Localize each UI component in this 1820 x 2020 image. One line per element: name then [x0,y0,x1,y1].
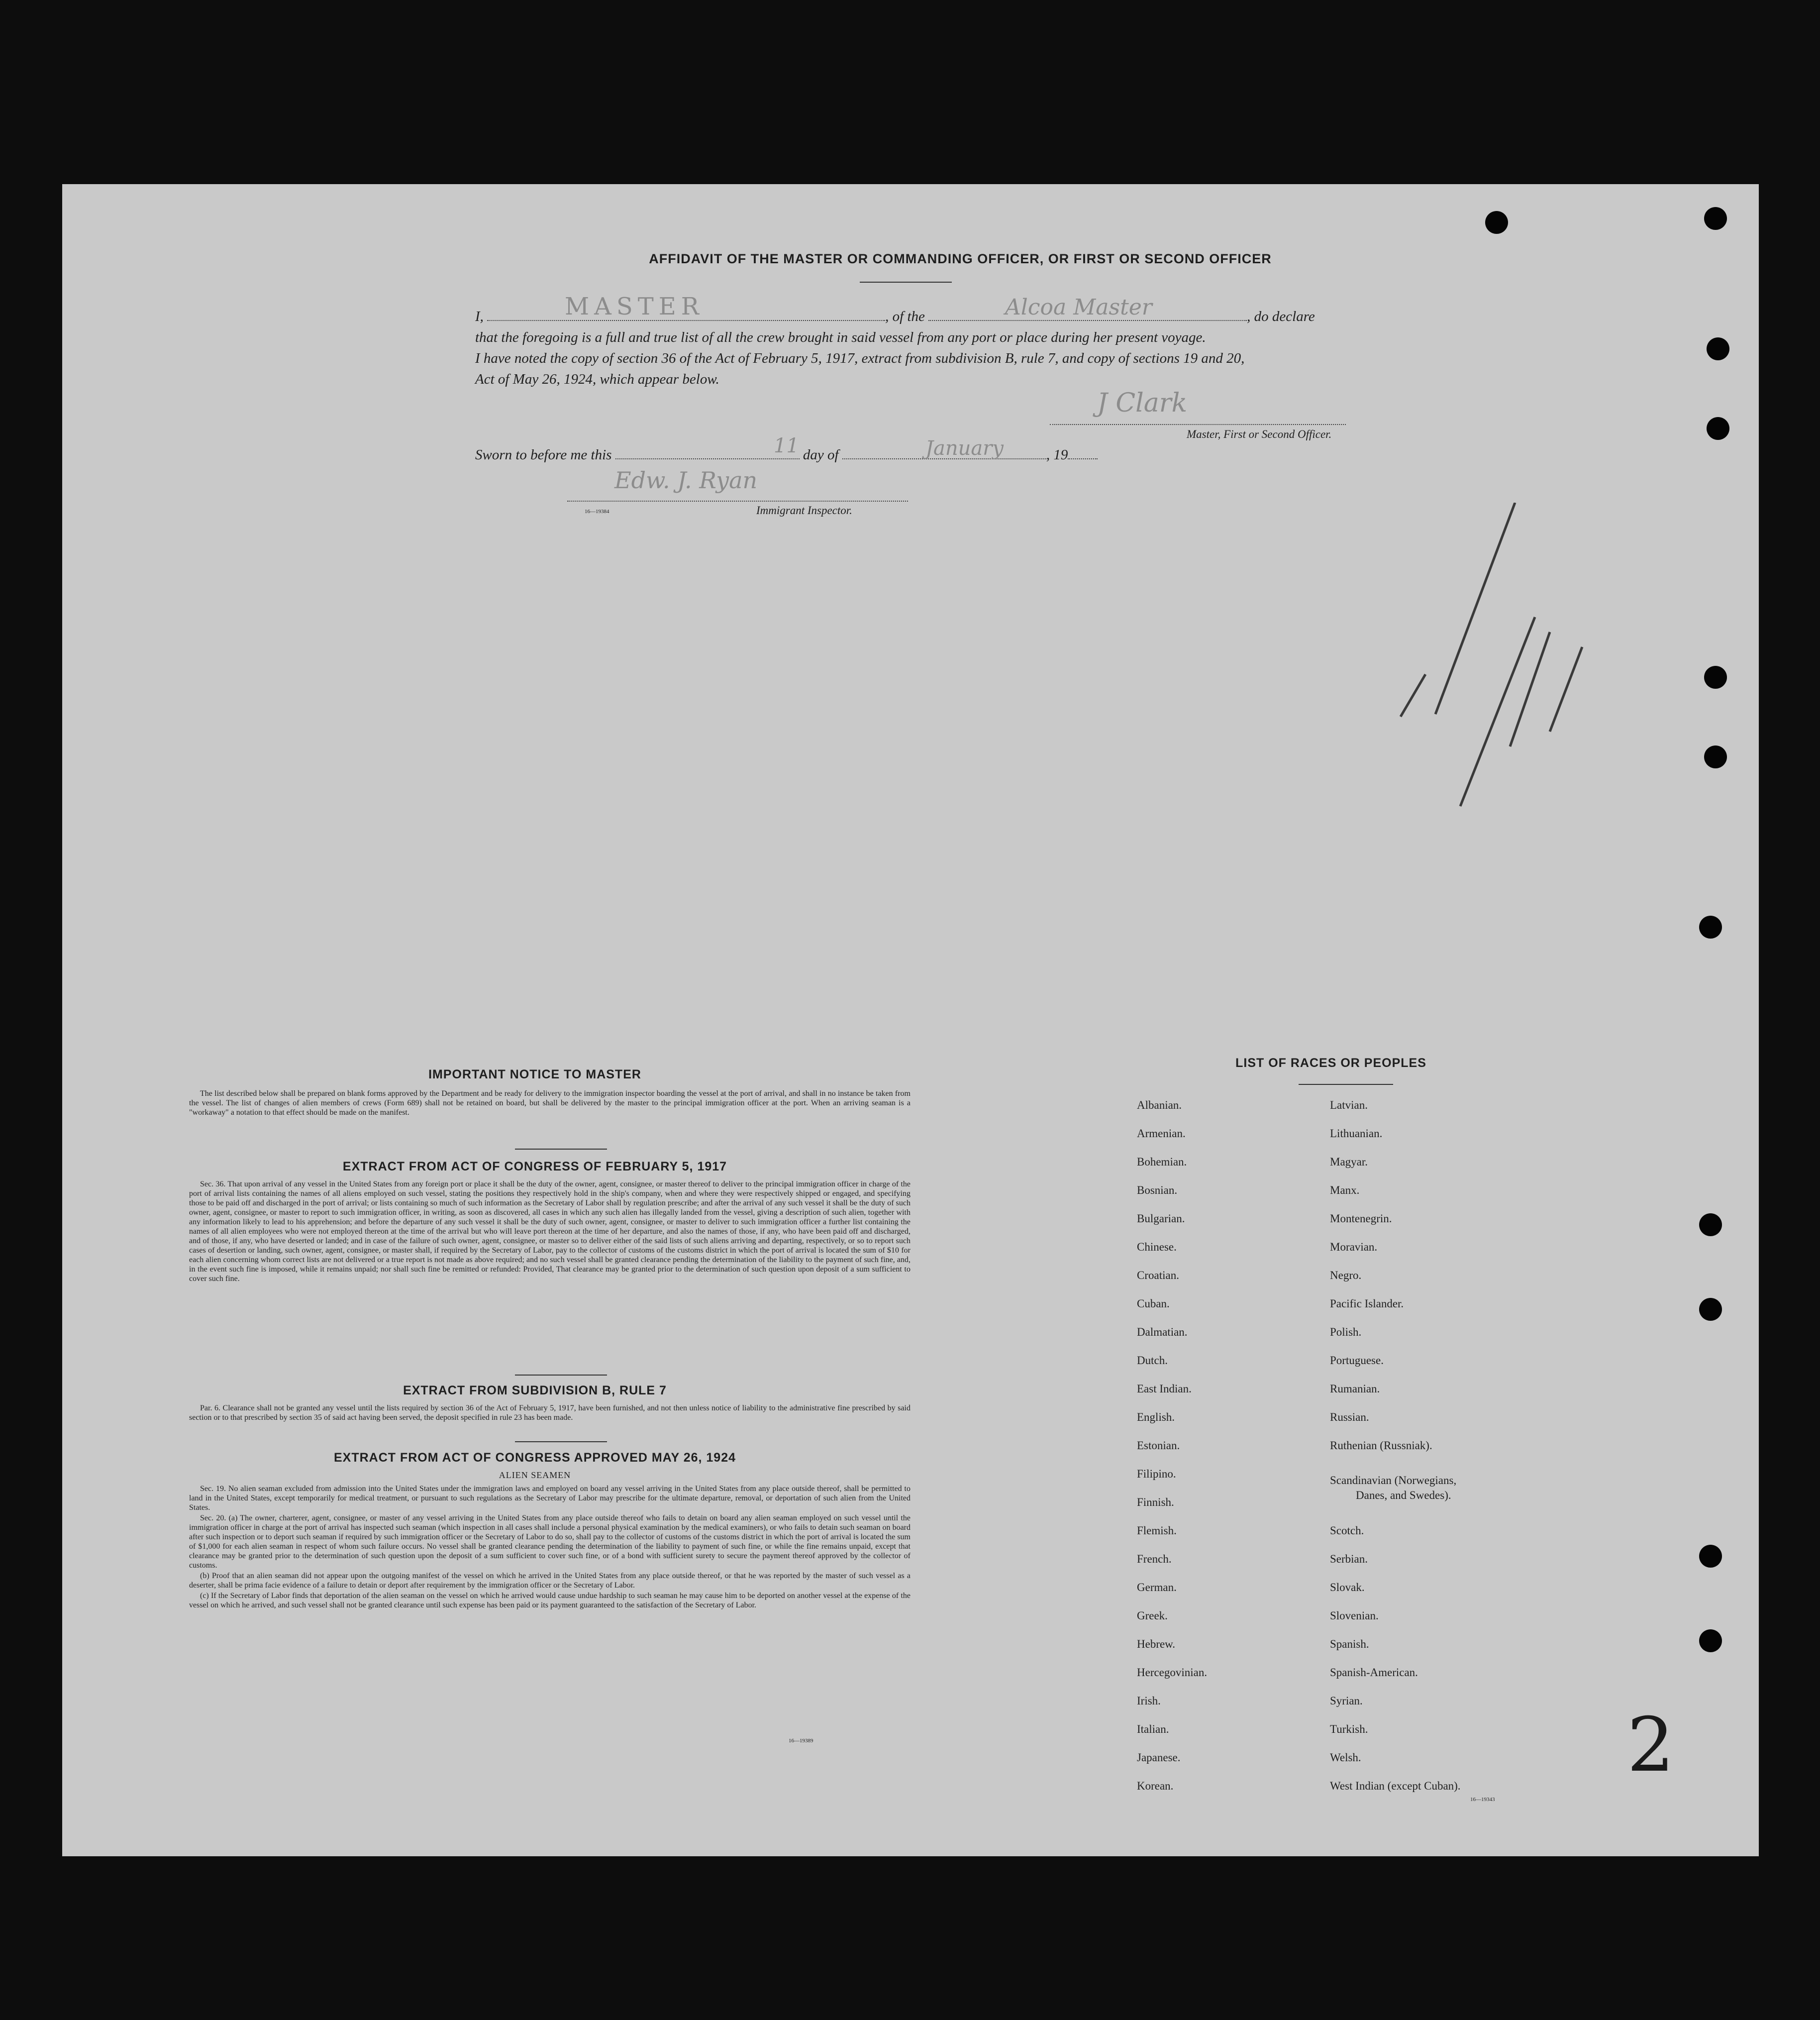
race-item: West Indian (except Cuban). [1330,1780,1461,1792]
race-item: Filipino. [1137,1468,1176,1480]
race-item: Spanish-American. [1330,1666,1418,1679]
tally-marks [1341,503,1689,821]
alien-seamen-subtitle: ALIEN SEAMEN [499,1470,571,1480]
punch-hole [1699,1629,1722,1652]
punch-hole [1485,211,1508,234]
race-item: Polish. [1330,1326,1362,1338]
race-item: Negro. [1330,1269,1362,1281]
race-item: East Indian. [1137,1382,1192,1395]
rule7-divider [515,1441,607,1442]
race-item: Dutch. [1137,1354,1168,1367]
race-item: Bulgarian. [1137,1212,1185,1225]
race-item: Albanian. [1137,1099,1182,1111]
race-item: Lithuanian. [1330,1127,1383,1140]
affidavit-title: AFFIDAVIT OF THE MASTER OR COMMANDING OFFICER, OR FIRST OR SECOND OFFICER [649,251,1272,266]
race-item: Croatian. [1137,1269,1179,1281]
race-item: Flemish. [1137,1524,1177,1537]
inspector-signature-line [567,501,908,502]
race-item: Ruthenian (Russniak). [1330,1439,1432,1452]
races-title: LIST OF RACES OR PEOPLES [1235,1056,1426,1070]
race-item: Danes, and Swedes). [1356,1489,1451,1501]
race-item: Syrian. [1330,1695,1363,1707]
handwritten-page-mark: 2 [1627,1702,1675,1789]
notice-divider [515,1149,607,1150]
extract-1917-text: Sec. 36. That upon arrival of any vessel in the United States from any foreign port or place it shall be the duty of the owner, agent, consignee, or master thereof to deliver to the principal immigration officer in charge of the port of arrival lists containing the names of all aliens employed on such vessel, stating the positions they respectively hold in the ship's company, when and where they were respectively shipped or engaged, and specifying those to be paid off and discharged in the port of arrival; or lists containing so much of such information as the Secretary of Labor shall by regulation prescribe; and after the arrival of any such vessel it shall be the duty of such owner, agent, consignee, or master to report to such immigration officer, in writing, as soon as discovered, all cases in which any such alien has illegally landed from the vessel, giving a description of such alien, together with any information likely to lead to his apprehension; and before the departure of any such vessel it shall be the duty of such owner, agent, consignee, or master to deliver to such immigration officer a further list containing the names of all alien employees who were not employed thereon at the time of the arrival but who will leave port thereon at the time of her departure, and also the names of those, if any, who have been paid off and discharged, and of those, if any, who have deserted or landed; and in case of the failure of such owner, agent, consignee, or master so to deliver either of the said lists of such aliens arriving and departing, respectively, or so to report such cases of desertion or landing, such owner, agent, consignee, or master shall, if required by the Secretary of Labor, pay to the collector of customs of the customs district in which the port of arrival is located the sum of $10 for each alien concerning whom correct lists are not delivered or a true report is not made as above required; and no such vessel shall be granted clearance pending the determination of the liability to the payment of such fine, and, in the event such fine is imposed, while it remains unpaid; nor shall such fine be remitted or refunded: Provided, That clearance may be granted prior to the determination of such question upon deposit of a sum sufficient to cover such fine. [189,1180,910,1283]
race-item: Bohemian. [1137,1156,1187,1168]
day-field [615,447,800,459]
race-item: Slovak. [1330,1581,1365,1594]
race-item: Scotch. [1330,1524,1364,1537]
race-item: Manx. [1330,1184,1360,1196]
race-item: Dalmatian. [1137,1326,1188,1338]
race-item: Rumanian. [1330,1382,1380,1395]
punch-hole [1704,207,1727,230]
sec20a-text: Sec. 20. (a) The owner, charterer, agent, consignee, or master of any vessel arriving in the United States from any place outside thereof who fails to detain on board any alien seaman employed on such vessel until the immigration officer in charge at the port of arrival has inspected such seaman (which inspection in all cases shall include a personal physical examination by the medical examiners), or who fails to detain such seaman on board after such inspection or to deport such seaman if required by such immigration officer or the Secretary of Labor to do so, shall pay to the collector of customs of the customs district in which the port of arrival is located the sum of $1,000 for each alien seaman in respect of whom such failure occurs. No vessel shall be granted clearance pending the determination of the liability to payment of such fine, or while the fine remains unpaid, except that clearance may be granted prior to the determination of such question upon the deposit of a sum sufficient to cover such fine, or of a bond with sufficient surety to secure the payment thereof approved by the collector of customs. [189,1514,910,1570]
race-item: Turkish. [1330,1723,1368,1735]
punch-hole [1707,417,1729,440]
punch-hole [1704,745,1727,768]
document-page [62,184,1759,1856]
race-item: Bosnian. [1137,1184,1178,1196]
race-item: Italian. [1137,1723,1169,1735]
race-item: English. [1137,1411,1175,1423]
race-item: Hercegovinian. [1137,1666,1208,1679]
handwritten-vessel: Alcoa Master [1005,295,1152,320]
sworn-label: Sworn to before me this [475,447,612,463]
race-item: Estonian. [1137,1439,1180,1452]
inspector-caption: Immigrant Inspector. [756,504,852,517]
race-item: French. [1137,1553,1172,1565]
race-item: Pacific Islander. [1330,1297,1404,1310]
master-signature: J Clark [1097,388,1188,418]
race-item: Japanese. [1137,1751,1181,1764]
race-item: Greek. [1137,1609,1168,1622]
year-field [1068,447,1098,459]
race-item: Cuban. [1137,1297,1170,1310]
punch-hole [1704,666,1727,689]
master-signature-line [1050,424,1346,425]
punch-hole [1699,1213,1722,1236]
extract-1917-title: EXTRACT FROM ACT OF CONGRESS OF FEBRUARY 5, 1917 [342,1160,727,1173]
races-divider [1299,1084,1393,1085]
affidavit-form-number: 16—19384 [585,509,609,515]
declaration-line-2: I have noted the copy of section 36 of the Act of February 5, 1917, extract from subdivision B, rule 7, and copy of sections 19 and 20, [475,350,1245,366]
i-label: I, [475,309,484,324]
extract-1917-divider [515,1375,607,1376]
race-item: Serbian. [1330,1553,1368,1565]
notice-text: The list described below shall be prepared on blank forms approved by the Department and be ready for delivery to the immigration inspector boarding the vessel at the port of arrival, and shall in no instance be taken from the vessel. The list of changes of alien members of crews (Form 689) shall not be retained on board, but shall be delivered by the master to the principal immigration officer at the port. When an arriving seaman is a "workaway" a notation to that effect should be made on the manifest. [189,1089,910,1117]
race-item: Scandinavian (Norwegians, [1330,1474,1457,1487]
punch-hole [1707,337,1729,360]
inspector-signature: Edw. J. Ryan [614,467,758,494]
declaration-line-3: Act of May 26, 1924, which appear below. [475,371,719,387]
do-declare-label: , do declare [1247,309,1315,324]
races-form-number: 16—19343 [1470,1797,1495,1803]
master-caption: Master, First or Second Officer. [1187,428,1332,440]
race-item: Spanish. [1330,1638,1369,1650]
race-item: Moravian. [1330,1241,1378,1253]
handwritten-name: MASTER [565,293,704,320]
of-the-label: , of the [885,309,925,324]
sec19-text: Sec. 19. No alien seaman excluded from admission into the United States under the immigration laws and employed on board any vessel arriving in the United States from any place outside thereof, shall be permitted to land in the United States, except temporarily for medical treatment, or pursuant to such regulations as the Secretary of Labor may prescribe for the ultimate departure, removal, or deportation of such alien from the United States. [189,1485,910,1512]
extract-1924-title: EXTRACT FROM ACT OF CONGRESS APPROVED MAY 26, 1924 [333,1451,736,1465]
handwritten-day: 11 [774,434,799,457]
declaration-line-1: that the foregoing is a full and true list of all the crew brought in said vessel from any port or place during her present voyage. [475,329,1206,345]
race-item: Portuguese. [1330,1354,1384,1367]
race-item: German. [1137,1581,1177,1594]
race-item: Hebrew. [1137,1638,1176,1650]
race-item: Montenegrin. [1330,1212,1392,1225]
race-item: Armenian. [1137,1127,1186,1140]
race-item: Welsh. [1330,1751,1361,1764]
notice-title: IMPORTANT NOTICE TO MASTER [428,1067,641,1081]
race-item: Russian. [1330,1411,1369,1423]
race-item: Chinese. [1137,1241,1177,1253]
race-item: Irish. [1137,1695,1161,1707]
race-item: Magyar. [1330,1156,1368,1168]
year-label: , 19 [1046,447,1068,463]
handwritten-month: January [925,437,1004,460]
race-item: Korean. [1137,1780,1174,1792]
handwritten-tally-text: / / / / [1356,801,1362,804]
sec20c-text: (c) If the Secretary of Labor finds that deportation of the alien seaman on the vessel on which he arrived would cause undue hardship to such seaman he may cause him to be deported on another vessel at the expense of the vessel on which he arrived, and such vessel shall not be granted clearance until such expense has been paid or its payment guaranteed to the satisfaction of the Secretary of Labor. [189,1592,910,1609]
race-item: Latvian. [1330,1099,1368,1111]
race-item: Finnish. [1137,1496,1174,1508]
rule7-title: EXTRACT FROM SUBDIVISION B, RULE 7 [403,1383,667,1397]
race-item: Slovenian. [1330,1609,1379,1622]
extract-1924-text [189,1484,910,1611]
punch-hole [1699,1298,1722,1321]
punch-hole [1699,916,1722,939]
extract-1924-form-number: 16—19389 [789,1738,813,1744]
title-divider [860,282,952,283]
day-of-label: day of [803,447,839,463]
punch-hole [1699,1545,1722,1568]
rule7-text: Par. 6. Clearance shall not be granted any vessel until the lists required by section 36 of the Act of February 5, 1917, have been furnished, and not then unless notice of liability to the administrative fine prescribed by said section or to that prescribed by section 35 of said act having been served, the deposit specified in rule 23 has been made. [189,1404,910,1422]
sec20b-text: (b) Proof that an alien seaman did not appear upon the outgoing manifest of the vessel on which he arrived in the United States from any place outside thereof, or that he was reported by the master of such vessel as a deserter, shall be prima facie evidence of a failure to detain or deport after requirement by the immigration officer or the Secretary of Labor. [189,1572,910,1590]
